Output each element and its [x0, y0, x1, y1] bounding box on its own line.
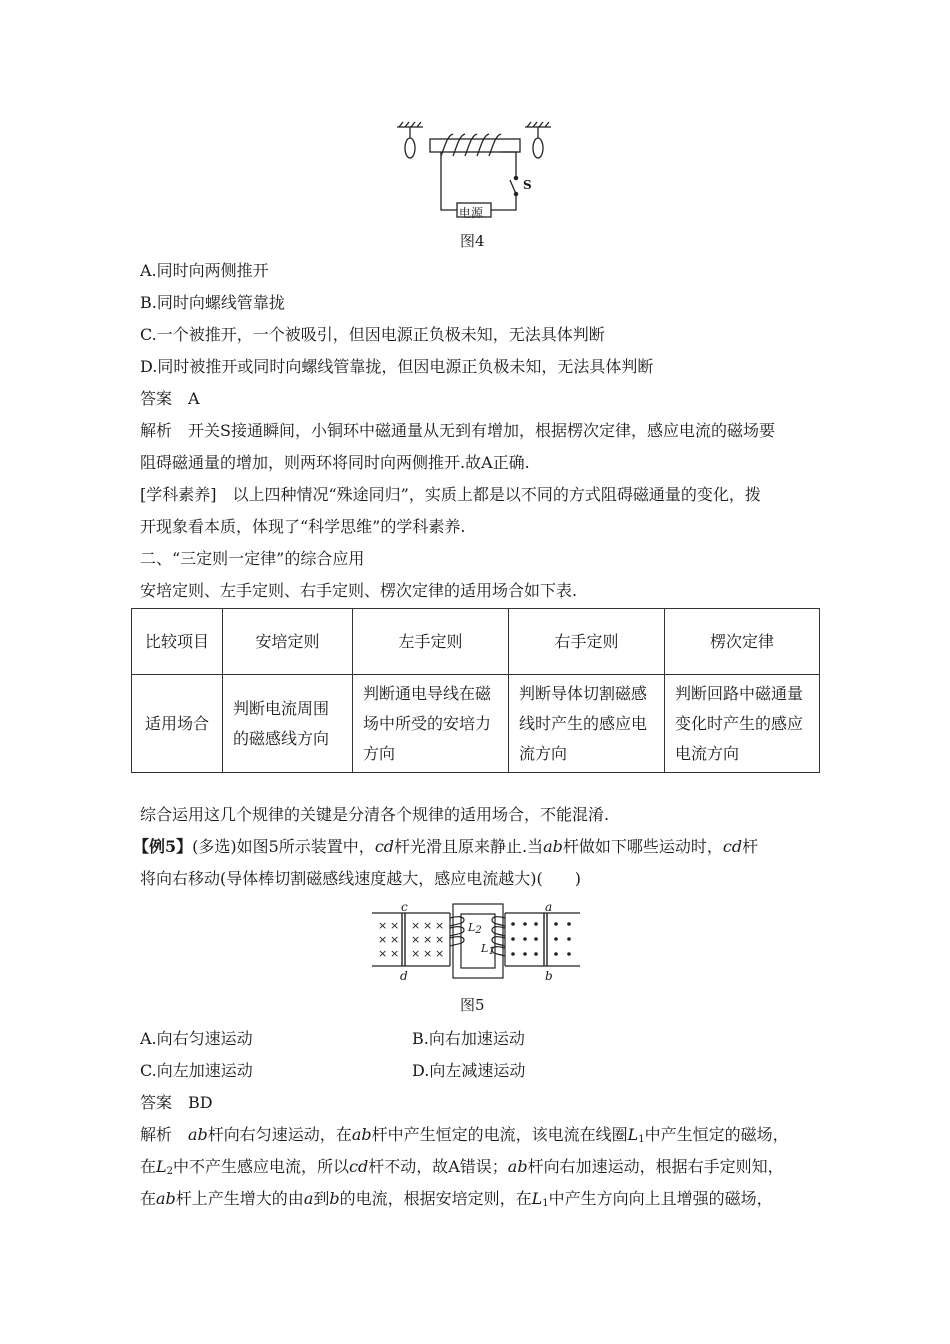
analysis-text: 中不产生感应电流，所以 [173, 1157, 350, 1176]
coil-subscript: 1 [542, 1198, 549, 1209]
power-source-label: 电源 [459, 206, 484, 220]
section-intro: 安培定则、左手定则、右手定则、楞次定律的适用场合如下表. [140, 581, 578, 600]
table-cell-line: 变化时产生的感应 [675, 714, 804, 733]
coil-l1-letter: L [481, 942, 489, 955]
svg-text:×: × [378, 947, 388, 960]
coil-subscript: 1 [638, 1134, 645, 1145]
rod-ab-label: ab [188, 1125, 208, 1144]
analysis-text: 中产生恒定的磁场， [644, 1125, 789, 1144]
example-5-answer: 答案 BD [140, 1093, 213, 1112]
table-cell-line: 电流方向 [675, 744, 740, 763]
table-cell-line: 判断通电导线在磁 [363, 684, 492, 703]
coil-label: L [156, 1157, 167, 1176]
point-a-label: a [303, 1189, 314, 1208]
q4-option-d: D.同时被推开或同时向螺线管靠拢，但因电源正负极未知，无法具体判断 [140, 357, 654, 376]
rod-cd-label: cd [374, 837, 395, 856]
example-5-option-a: A.向右匀速运动 [140, 1029, 253, 1048]
point-b-label: b [329, 1189, 340, 1208]
example-5-text: (多选)如图5所示装置中， [192, 837, 375, 856]
rod-cd-label: cd [349, 1157, 369, 1176]
rod-ab-label: ab [507, 1157, 528, 1176]
rod-b-label: b [545, 969, 553, 983]
table-row [132, 675, 820, 773]
example-5-tag: 【例5】 [133, 837, 193, 856]
table-cell [223, 675, 353, 773]
example-5-option-b: B.向右加速运动 [412, 1029, 525, 1048]
svg-text:×: × [390, 933, 400, 946]
q4-option-a: A.同时向两侧推开 [140, 261, 269, 280]
svg-text:×: × [423, 947, 433, 960]
table-cell-line: 方向 [363, 744, 396, 763]
analysis-text: 杆上产生增大的由 [175, 1189, 304, 1208]
table-cell-line: 场中所受的安培力 [363, 714, 492, 733]
rules-comparison-table [131, 608, 820, 773]
analysis-text: 中产生方向向上且增强的磁场， [548, 1189, 773, 1208]
summary-text: 综合运用这几个规律的关键是分清各个规律的适用场合，不能混淆. [140, 805, 610, 824]
coil-l1-subscript: 1 [488, 946, 495, 957]
coil-label: L [531, 1189, 543, 1208]
example-5-line-2: 将向右移动(导体棒切割磁感线速度越大，感应电流越大)( ) [140, 869, 581, 888]
analysis-text: 在 [140, 1157, 157, 1176]
analysis-text: 的电流，根据安培定则，在 [339, 1189, 532, 1208]
literacy-line-1: [学科素养] 以上四种情况“殊途同归”，实质上都是以不同的方式阻碍磁通量的变化，拨 [140, 485, 761, 504]
coil-l2-label [468, 919, 482, 940]
table-header-cell: 右手定则 [509, 609, 665, 675]
q4-answer: 答案 A [140, 389, 200, 408]
coil-l2-letter: L [468, 921, 476, 934]
rod-a-label: a [545, 900, 553, 914]
q4-option-b: B.同时向螺线管靠拢 [140, 293, 285, 312]
svg-text:×: × [378, 933, 388, 946]
svg-text:×: × [435, 947, 445, 960]
table-header-cell: 楞次定律 [665, 609, 820, 675]
example-5-analysis-line-2 [140, 1157, 784, 1182]
analysis-text: 杆向右匀速运动，在 [207, 1125, 352, 1144]
table-row-label: 适用场合 [132, 675, 223, 773]
example-5-text: 杆光滑且原来静止.当 [394, 837, 544, 856]
rod-ab-label: ab [543, 837, 563, 856]
coil-label: L [627, 1125, 639, 1144]
example-5-text: 杆 [742, 837, 759, 856]
rod-c-label: c [401, 900, 408, 914]
example-5-analysis-line-1 [140, 1125, 789, 1150]
analysis-text: 到 [313, 1189, 330, 1208]
example-5-line-1 [133, 837, 758, 857]
coil-l2-subscript: 2 [475, 925, 482, 936]
table-cell-line: 线时产生的感应电 [519, 714, 648, 733]
svg-text:×: × [378, 919, 388, 932]
svg-text:×: × [435, 919, 445, 932]
example-5-text: 杆做如下哪些运动时， [562, 837, 723, 856]
svg-text:×: × [411, 933, 421, 946]
table-cell-line: 的磁感线方向 [233, 728, 330, 748]
figure-4-caption: 图4 [460, 232, 485, 250]
table-header-cell: 左手定则 [353, 609, 509, 675]
svg-text:×: × [411, 947, 421, 960]
table-cell [509, 675, 665, 773]
literacy-line-2: 开现象看本质，体现了“科学思维”的学科素养. [140, 517, 466, 536]
analysis-text: 杆不动，故A错误； [368, 1157, 508, 1176]
analysis-text: 杆向右加速运动，根据右手定则知， [527, 1157, 784, 1176]
svg-text:×: × [423, 933, 433, 946]
rod-cd-label: cd [722, 837, 743, 856]
analysis-text: 杆中产生恒定的电流，该电流在线圈 [371, 1125, 628, 1144]
example-5-option-d: D.向左减速运动 [412, 1061, 526, 1080]
q4-option-c: C.一个被推开，一个被吸引，但因电源正负极未知，无法具体判断 [140, 325, 605, 344]
rod-d-label: d [400, 969, 408, 983]
table-header-row [132, 609, 820, 675]
coil-l1-label [481, 940, 495, 961]
svg-text:×: × [390, 947, 400, 960]
q4-analysis-line-2: 阻碍磁通量的增加，则两环将同时向两侧推开.故A正确. [140, 453, 530, 472]
analysis-text: 解析 [140, 1125, 189, 1144]
analysis-text: 在 [140, 1189, 157, 1208]
table-cell-line: 判断电流周围 [233, 698, 330, 718]
table-header-cell: 比较项目 [132, 609, 223, 675]
svg-text:×: × [390, 919, 400, 932]
switch-label: S [523, 178, 532, 192]
table-cell [353, 675, 509, 773]
table-cell-line: 判断导体切割磁感 [519, 684, 648, 703]
rod-ab-label: ab [156, 1189, 176, 1208]
table-header-cell: 安培定则 [223, 609, 353, 675]
example-5-option-c: C.向左加速运动 [140, 1061, 253, 1080]
q4-analysis-line-1: 解析 开关S接通瞬间，小铜环中磁通量从无到有增加，根据楞次定律，感应电流的磁场要 [140, 421, 775, 440]
example-5-analysis-line-3 [140, 1189, 773, 1214]
table-cell-line: 流方向 [519, 744, 568, 763]
coil-subscript: 2 [166, 1166, 174, 1177]
figure-5-caption: 图5 [460, 996, 485, 1014]
svg-text:×: × [423, 919, 433, 932]
table-cell [665, 675, 820, 773]
svg-text:×: × [435, 933, 445, 946]
svg-text:×: × [411, 919, 421, 932]
rod-ab-label: ab [351, 1125, 372, 1144]
section-heading: 二、“三定则一定律”的综合应用 [140, 549, 365, 568]
table-cell-line: 判断回路中磁通量 [675, 684, 804, 703]
